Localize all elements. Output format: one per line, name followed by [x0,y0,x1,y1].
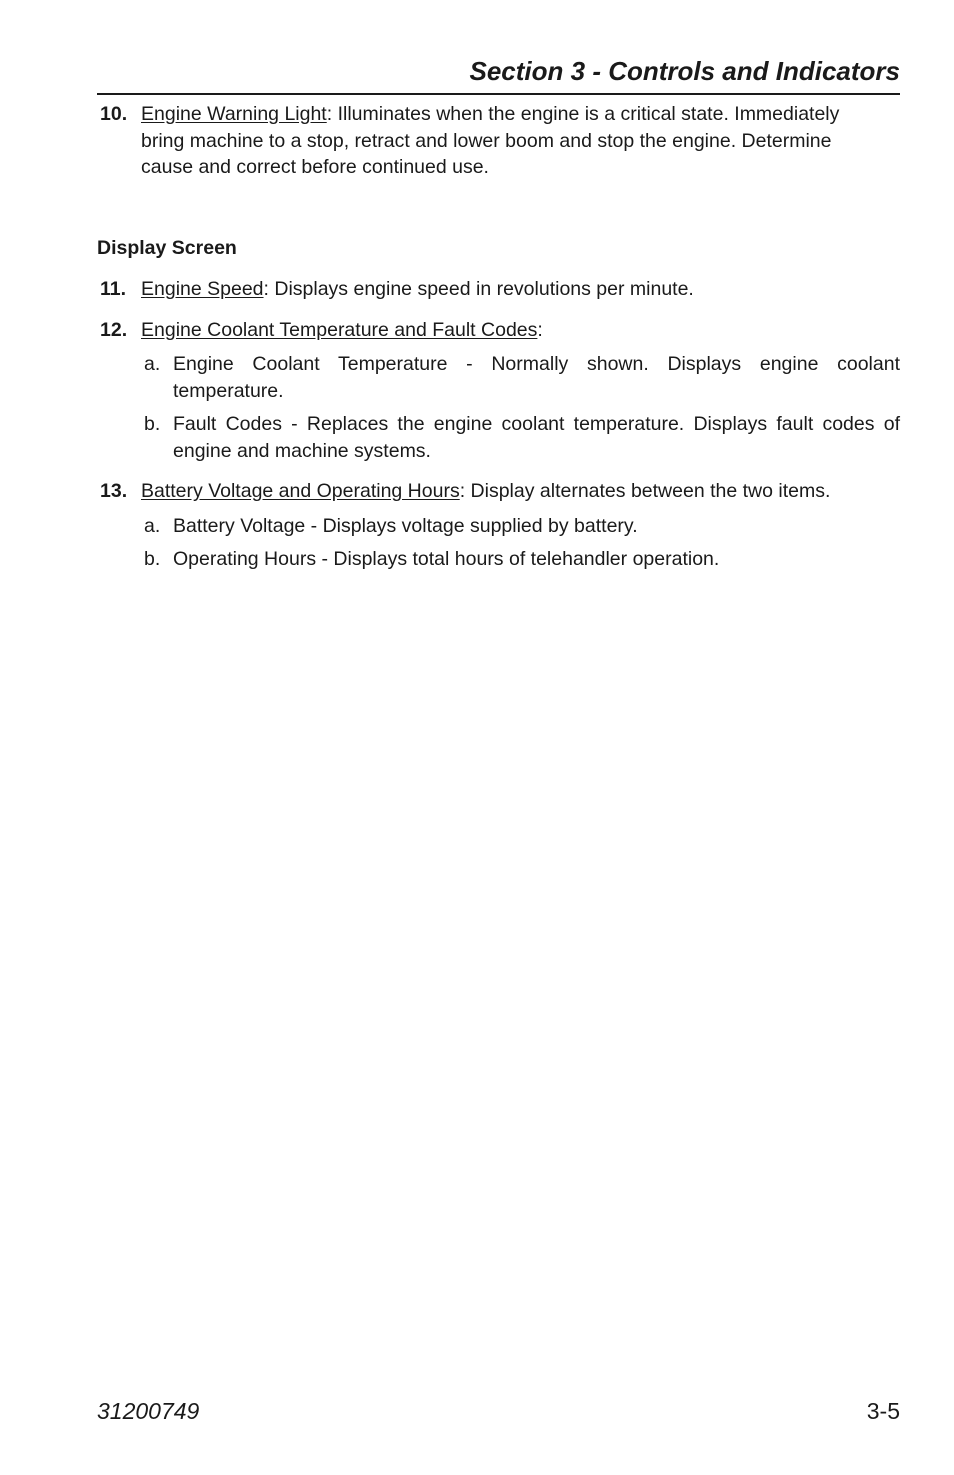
footer-doc-number: 31200749 [97,1398,200,1424]
item-term: Engine Coolant Temperature and Fault Codes [141,318,538,341]
page-content [97,101,900,573]
header-divider [97,93,900,95]
section-heading-display-screen: Display Screen [97,236,237,259]
list-item-10 [97,101,857,181]
list-item-13 [97,478,857,505]
subitem-text: Engine Coolant Temperature - Normally shown. Displays engine coolant temperature. [173,353,900,402]
item-term: Battery Voltage and Operating Hours [141,480,460,502]
page-section-title: Section 3 - Controls and Indicators [469,56,900,86]
item-description: : Display alternates between the two items. [459,480,831,502]
item-number: 10. [100,103,128,125]
subitem-letter: b. [144,413,161,435]
subitem-text: Operating Hours - Displays total hours of telehandler operation. [173,548,720,570]
list-item-11 [97,276,900,303]
subitem-letter: b. [144,548,161,570]
item-description: : [537,318,543,341]
item-term: Engine Warning Light [141,103,327,125]
item-term: Engine Speed [141,278,264,300]
subitem-text: Fault Codes - Replaces the engine coolant temperature. Displays fault codes of engine and machine systems. [173,413,900,462]
footer-page-number: 3-5 [866,1398,900,1424]
item-description: : Illuminates when the engine is a critical state. Immediately bring machine to a stop, retract and lower boom and stop the engine. Determine cause and correct before continued use. [141,103,840,178]
item-number: 12. [100,318,128,341]
list-subitem-13b [97,546,900,573]
subitem-letter: a. [144,514,161,537]
list-item-12 [97,317,900,344]
list-subitem-13a [97,513,900,540]
list-subitem-12a [97,351,900,404]
subitem-letter: a. [144,353,161,375]
item-number: 11. [100,278,127,300]
item-description: : Displays engine speed in revolutions per minute. [263,278,694,300]
item-number: 13. [100,480,128,502]
list-subitem-12b [97,411,900,464]
subitem-text: Battery Voltage - Displays voltage supplied by battery. [173,514,638,537]
